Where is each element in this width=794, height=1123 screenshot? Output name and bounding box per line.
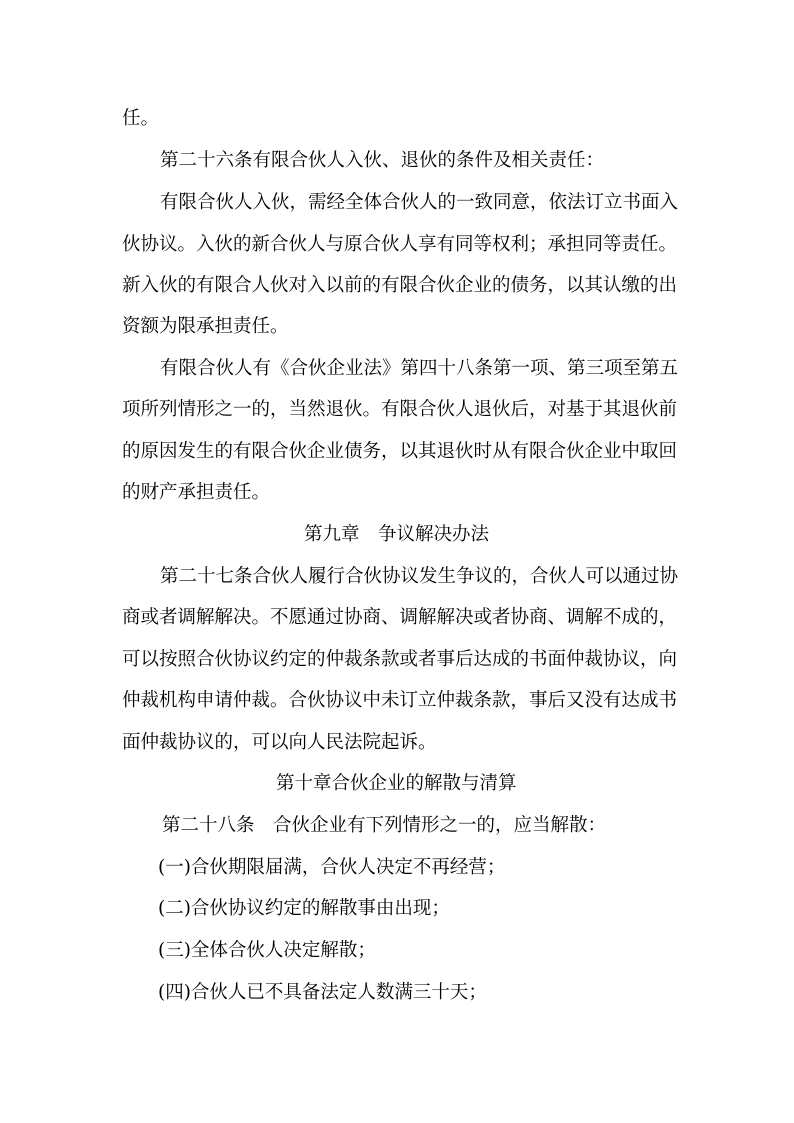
chapter-10-heading: 第十章合伙企业的解散与清算 [276,773,517,794]
article-26-para1-line2: 伙协议。入伙的新合伙人与原合伙人享有同等权利；承担同等责任。 [122,234,678,255]
dissolution-item-4: (四)合伙人已不具备法定人数满三十天； [158,982,487,1003]
chapter-9-heading: 第九章 争议解决办法 [304,524,490,545]
article-26-para2-line1: 有限合伙人有《合伙企业法》第四十八条第一项、第三项至第五 [160,358,679,379]
dissolution-item-1: (一)合伙期限届满，合伙人决定不再经营； [158,857,506,878]
article-26-para1-line1: 有限合伙人入伙，需经全体合伙人的一致同意，依法订立书面入 [160,192,679,213]
article-27-line1: 第二十七条合伙人履行合伙协议发生争议的，合伙人可以通过协 [160,566,679,587]
article-27-line2: 商或者调解解决。不愿通过协商、调解解决或者协商、调解不成的， [122,607,678,628]
article-27-line4: 仲裁机构申请仲裁。合伙协议中未订立仲裁条款，事后又没有达成书 [122,690,678,711]
article-27-line5: 面仲裁协议的，可以向人民法院起诉。 [122,732,437,753]
article-26-para2-line2: 项所列情形之一的，当然退伙。有限合伙人退伙后，对基于其退伙前 [122,399,678,420]
article-27-line3: 可以按照合伙协议约定的仲裁条款或者事后达成的书面仲裁协议，向 [122,649,678,670]
dissolution-item-2: (二)合伙协议约定的解散事由出现； [158,898,450,919]
dissolution-item-3: (三)全体合伙人决定解散； [158,940,376,961]
article-26-para1-line4: 资额为限承担责任。 [122,316,289,337]
article-26-para2-line3: 的原因发生的有限合伙企业债务，以其退伙时从有限合伙企业中取回 [122,441,678,462]
continuation-text: 任。 [122,108,160,129]
article-28-title: 第二十八条 合伙企业有下列情形之一的，应当解散： [162,815,607,836]
article-26-para1-line3: 新入伙的有限合人伙对入以前的有限合伙企业的债务，以其认缴的出 [122,275,678,296]
article-26-title: 第二十六条有限合伙人入伙、退伙的条件及相关责任： [160,150,605,171]
article-26-para2-line4: 的财产承担责任。 [122,482,271,503]
